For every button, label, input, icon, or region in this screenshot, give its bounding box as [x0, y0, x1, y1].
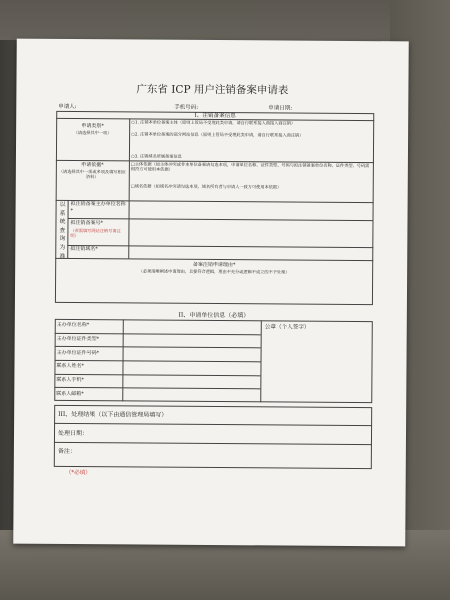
applicant-label: 申请人:	[58, 103, 77, 111]
row-contact-name: 联系人姓名*	[56, 362, 85, 370]
type-label: 申请类别*	[81, 123, 104, 130]
row-contact-mobile: 联系人手机*	[56, 376, 84, 384]
type-option-2[interactable]: ○2. 注销本单位备案的部分网站信息（原则上管局不受理此类申请，请自行联系接入商注销）	[131, 131, 304, 138]
field-entity-name-label: 拟注销备案主办单位名称*	[70, 201, 126, 214]
reason-header: 备案注销申请理由*	[192, 261, 236, 269]
row-entity-name: 主办单位名称*	[56, 321, 90, 329]
reason-hint: （必须清晰阐述申请理由，且要符合逻辑，理由不充分或逻辑不成立的不予处理）	[138, 268, 290, 275]
section2-header: II、申请单位信息（必填）	[178, 311, 250, 320]
date-label: 申请日期:	[268, 105, 293, 112]
field-domain-label: 拟注销域名*	[70, 246, 98, 253]
basis-label: 申请依据*	[81, 162, 104, 169]
type-hint: （请选择其中一项）	[73, 130, 112, 136]
basis-option-entity[interactable]: □主体依据（如主体冲突或非本单位备案请勾选本项，申请单位名称、证件类型、号码与拟注销备案单位名称、证件类型、号码需相符方可使用本依据）	[130, 161, 370, 173]
basis-hint: （请选择其中一项或多项及填写相应资料）	[58, 168, 126, 180]
application-form-paper	[13, 39, 409, 547]
basis-option-domain[interactable]: □域名依据（如域名冲突请勾选本项，域名所有者与申请人一致方可使用本依据）	[130, 183, 282, 190]
process-date-label: 处理日期：	[57, 429, 89, 438]
row-id-number: 主办单位证件号码*	[56, 349, 100, 356]
type-option-1[interactable]: ○1. 注销本单位备案主体（原则上管局不受理此类申请，请自行联系接入商接入商注销）	[131, 119, 296, 126]
stamp-label: 公章（个人签字）	[264, 324, 310, 331]
query-vertical-label: 以系统查询为准	[59, 201, 66, 260]
row-contact-email: 联系人邮箱*	[56, 390, 84, 397]
section3-header: III、处理结果（以下由通信管理局填写）	[58, 410, 168, 419]
field-record-no-label: 拟注销备案号*	[70, 220, 104, 227]
phone-label: 手机号码:	[174, 104, 199, 111]
required-footnote: （*必填）	[65, 469, 91, 477]
remark-label: 备注：	[57, 447, 76, 456]
section1-header: I、注销备案信息	[194, 112, 236, 119]
form-title: 广东省 ICP 用户注销备案申请表	[136, 83, 289, 97]
row-id-type: 主办单位证件类型*	[56, 335, 100, 343]
type-option-3[interactable]: ○3. 注销域名所属备案信息	[130, 153, 182, 159]
field-record-no-note: （若需填写网站注销号请注明）	[70, 228, 121, 239]
